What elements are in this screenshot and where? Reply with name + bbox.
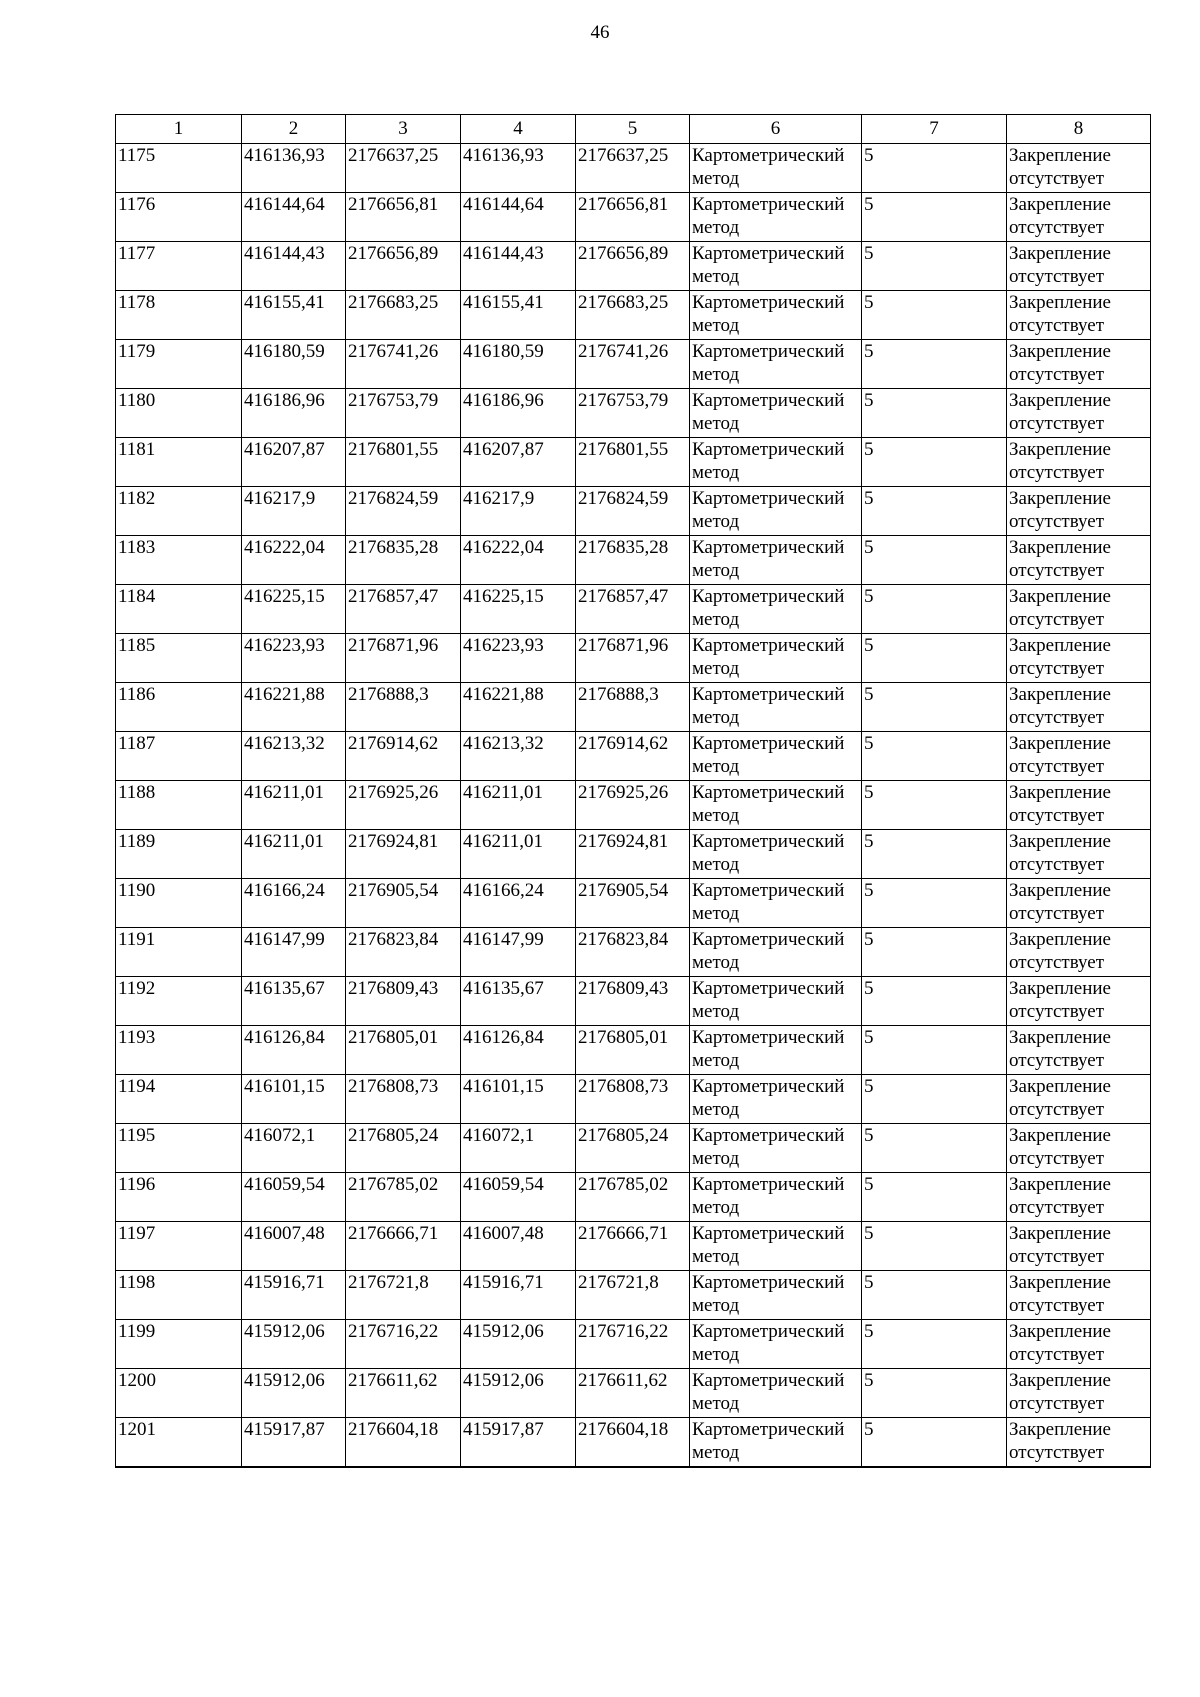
y-coord-cell: 2176637,25 bbox=[346, 144, 461, 193]
accuracy-cell: 5 bbox=[862, 487, 1007, 536]
x-coord-cell-2: 416211,01 bbox=[461, 781, 576, 830]
y-coord-cell: 2176805,24 bbox=[346, 1124, 461, 1173]
y-coord-cell: 2176604,18 bbox=[346, 1418, 461, 1468]
x-coord-cell-2: 416166,24 bbox=[461, 879, 576, 928]
coordinates-table bbox=[115, 114, 1151, 1468]
method-cell: Картометрический метод bbox=[690, 781, 862, 830]
y-coord-cell-2: 2176753,79 bbox=[576, 389, 690, 438]
x-coord-cell-2: 415916,71 bbox=[461, 1271, 576, 1320]
table-row bbox=[116, 291, 1151, 340]
x-coord-cell-2: 416135,67 bbox=[461, 977, 576, 1026]
table-row bbox=[116, 1271, 1151, 1320]
table-row bbox=[116, 1173, 1151, 1222]
y-coord-cell-2: 2176808,73 bbox=[576, 1075, 690, 1124]
x-coord-cell-2: 416213,32 bbox=[461, 732, 576, 781]
accuracy-cell: 5 bbox=[862, 1075, 1007, 1124]
y-coord-cell-2: 2176721,8 bbox=[576, 1271, 690, 1320]
x-coord-cell: 416147,99 bbox=[242, 928, 346, 977]
method-cell: Картометрический метод bbox=[690, 977, 862, 1026]
y-coord-cell: 2176656,89 bbox=[346, 242, 461, 291]
table-header-row bbox=[116, 115, 1151, 144]
point-number-cell: 1177 bbox=[116, 242, 242, 291]
method-cell: Картометрический метод bbox=[690, 683, 862, 732]
method-cell: Картометрический метод bbox=[690, 389, 862, 438]
point-number-cell: 1187 bbox=[116, 732, 242, 781]
fixing-cell: Закрепление отсутствует bbox=[1007, 830, 1151, 879]
x-coord-cell-2: 416217,9 bbox=[461, 487, 576, 536]
x-coord-cell: 416222,04 bbox=[242, 536, 346, 585]
point-number-cell: 1189 bbox=[116, 830, 242, 879]
fixing-cell: Закрепление отсутствует bbox=[1007, 928, 1151, 977]
point-number-cell: 1180 bbox=[116, 389, 242, 438]
y-coord-cell: 2176785,02 bbox=[346, 1173, 461, 1222]
accuracy-cell: 5 bbox=[862, 634, 1007, 683]
y-coord-cell: 2176905,54 bbox=[346, 879, 461, 928]
table-row bbox=[116, 928, 1151, 977]
point-number-cell: 1199 bbox=[116, 1320, 242, 1369]
x-coord-cell-2: 416222,04 bbox=[461, 536, 576, 585]
method-cell: Картометрический метод bbox=[690, 928, 862, 977]
table-row bbox=[116, 144, 1151, 193]
x-coord-cell-2: 416225,15 bbox=[461, 585, 576, 634]
table-row bbox=[116, 1418, 1151, 1468]
accuracy-cell: 5 bbox=[862, 879, 1007, 928]
y-coord-cell: 2176808,73 bbox=[346, 1075, 461, 1124]
table-row bbox=[116, 781, 1151, 830]
point-number-cell: 1179 bbox=[116, 340, 242, 389]
point-number-cell: 1196 bbox=[116, 1173, 242, 1222]
x-coord-cell: 416186,96 bbox=[242, 389, 346, 438]
x-coord-cell: 416135,67 bbox=[242, 977, 346, 1026]
accuracy-cell: 5 bbox=[862, 1173, 1007, 1222]
table-row bbox=[116, 1369, 1151, 1418]
point-number-cell: 1192 bbox=[116, 977, 242, 1026]
accuracy-cell: 5 bbox=[862, 389, 1007, 438]
x-coord-cell: 415912,06 bbox=[242, 1369, 346, 1418]
x-coord-cell: 416072,1 bbox=[242, 1124, 346, 1173]
method-cell: Картометрический метод bbox=[690, 879, 862, 928]
y-coord-cell-2: 2176809,43 bbox=[576, 977, 690, 1026]
accuracy-cell: 5 bbox=[862, 585, 1007, 634]
fixing-cell: Закрепление отсутствует bbox=[1007, 1320, 1151, 1369]
x-coord-cell: 416223,93 bbox=[242, 634, 346, 683]
table-row bbox=[116, 1026, 1151, 1075]
table-row bbox=[116, 1222, 1151, 1271]
accuracy-cell: 5 bbox=[862, 438, 1007, 487]
method-cell: Картометрический метод bbox=[690, 242, 862, 291]
x-coord-cell-2: 416126,84 bbox=[461, 1026, 576, 1075]
table-row bbox=[116, 585, 1151, 634]
point-number-cell: 1191 bbox=[116, 928, 242, 977]
x-coord-cell: 416144,64 bbox=[242, 193, 346, 242]
method-cell: Картометрический метод bbox=[690, 487, 862, 536]
table-row bbox=[116, 389, 1151, 438]
y-coord-cell-2: 2176914,62 bbox=[576, 732, 690, 781]
fixing-cell: Закрепление отсутствует bbox=[1007, 683, 1151, 732]
y-coord-cell: 2176857,47 bbox=[346, 585, 461, 634]
accuracy-cell: 5 bbox=[862, 1369, 1007, 1418]
column-header: 1 bbox=[116, 115, 242, 144]
fixing-cell: Закрепление отсутствует bbox=[1007, 1222, 1151, 1271]
accuracy-cell: 5 bbox=[862, 340, 1007, 389]
x-coord-cell-2: 416207,87 bbox=[461, 438, 576, 487]
method-cell: Картометрический метод bbox=[690, 1026, 862, 1075]
point-number-cell: 1188 bbox=[116, 781, 242, 830]
y-coord-cell: 2176835,28 bbox=[346, 536, 461, 585]
x-coord-cell: 416221,88 bbox=[242, 683, 346, 732]
y-coord-cell: 2176924,81 bbox=[346, 830, 461, 879]
table-row bbox=[116, 634, 1151, 683]
point-number-cell: 1186 bbox=[116, 683, 242, 732]
x-coord-cell-2: 416072,1 bbox=[461, 1124, 576, 1173]
y-coord-cell-2: 2176924,81 bbox=[576, 830, 690, 879]
x-coord-cell-2: 416221,88 bbox=[461, 683, 576, 732]
point-number-cell: 1190 bbox=[116, 879, 242, 928]
column-header: 4 bbox=[461, 115, 576, 144]
y-coord-cell-2: 2176824,59 bbox=[576, 487, 690, 536]
y-coord-cell: 2176666,71 bbox=[346, 1222, 461, 1271]
accuracy-cell: 5 bbox=[862, 1271, 1007, 1320]
table-row bbox=[116, 830, 1151, 879]
x-coord-cell: 416211,01 bbox=[242, 830, 346, 879]
accuracy-cell: 5 bbox=[862, 928, 1007, 977]
x-coord-cell: 416180,59 bbox=[242, 340, 346, 389]
point-number-cell: 1183 bbox=[116, 536, 242, 585]
point-number-cell: 1193 bbox=[116, 1026, 242, 1075]
y-coord-cell: 2176656,81 bbox=[346, 193, 461, 242]
y-coord-cell-2: 2176611,62 bbox=[576, 1369, 690, 1418]
y-coord-cell-2: 2176805,24 bbox=[576, 1124, 690, 1173]
method-cell: Картометрический метод bbox=[690, 634, 862, 683]
method-cell: Картометрический метод bbox=[690, 1222, 862, 1271]
fixing-cell: Закрепление отсутствует bbox=[1007, 340, 1151, 389]
table-body bbox=[116, 144, 1151, 1468]
column-header: 2 bbox=[242, 115, 346, 144]
y-coord-cell-2: 2176805,01 bbox=[576, 1026, 690, 1075]
column-header: 3 bbox=[346, 115, 461, 144]
x-coord-cell: 416101,15 bbox=[242, 1075, 346, 1124]
accuracy-cell: 5 bbox=[862, 1320, 1007, 1369]
method-cell: Картометрический метод bbox=[690, 536, 862, 585]
fixing-cell: Закрепление отсутствует bbox=[1007, 1026, 1151, 1075]
y-coord-cell: 2176741,26 bbox=[346, 340, 461, 389]
table-row bbox=[116, 732, 1151, 781]
method-cell: Картометрический метод bbox=[690, 1418, 862, 1468]
accuracy-cell: 5 bbox=[862, 1026, 1007, 1075]
accuracy-cell: 5 bbox=[862, 683, 1007, 732]
x-coord-cell: 415917,87 bbox=[242, 1418, 346, 1468]
fixing-cell: Закрепление отсутствует bbox=[1007, 1418, 1151, 1468]
y-coord-cell-2: 2176925,26 bbox=[576, 781, 690, 830]
accuracy-cell: 5 bbox=[862, 977, 1007, 1026]
column-header: 5 bbox=[576, 115, 690, 144]
x-coord-cell-2: 415917,87 bbox=[461, 1418, 576, 1468]
x-coord-cell-2: 416136,93 bbox=[461, 144, 576, 193]
y-coord-cell-2: 2176604,18 bbox=[576, 1418, 690, 1468]
method-cell: Картометрический метод bbox=[690, 1369, 862, 1418]
table-row bbox=[116, 1124, 1151, 1173]
fixing-cell: Закрепление отсутствует bbox=[1007, 389, 1151, 438]
point-number-cell: 1175 bbox=[116, 144, 242, 193]
y-coord-cell: 2176683,25 bbox=[346, 291, 461, 340]
x-coord-cell: 416217,9 bbox=[242, 487, 346, 536]
point-number-cell: 1182 bbox=[116, 487, 242, 536]
method-cell: Картометрический метод bbox=[690, 1173, 862, 1222]
y-coord-cell: 2176716,22 bbox=[346, 1320, 461, 1369]
fixing-cell: Закрепление отсутствует bbox=[1007, 1124, 1151, 1173]
table-row bbox=[116, 487, 1151, 536]
table-row bbox=[116, 879, 1151, 928]
y-coord-cell: 2176914,62 bbox=[346, 732, 461, 781]
table-row bbox=[116, 438, 1151, 487]
x-coord-cell-2: 416007,48 bbox=[461, 1222, 576, 1271]
x-coord-cell-2: 416101,15 bbox=[461, 1075, 576, 1124]
table-row bbox=[116, 193, 1151, 242]
y-coord-cell-2: 2176835,28 bbox=[576, 536, 690, 585]
fixing-cell: Закрепление отсутствует bbox=[1007, 1271, 1151, 1320]
table-row bbox=[116, 977, 1151, 1026]
method-cell: Картометрический метод bbox=[690, 144, 862, 193]
table-row bbox=[116, 340, 1151, 389]
y-coord-cell: 2176823,84 bbox=[346, 928, 461, 977]
fixing-cell: Закрепление отсутствует bbox=[1007, 977, 1151, 1026]
accuracy-cell: 5 bbox=[862, 1222, 1007, 1271]
x-coord-cell: 416126,84 bbox=[242, 1026, 346, 1075]
y-coord-cell-2: 2176857,47 bbox=[576, 585, 690, 634]
point-number-cell: 1198 bbox=[116, 1271, 242, 1320]
table-row bbox=[116, 242, 1151, 291]
y-coord-cell: 2176809,43 bbox=[346, 977, 461, 1026]
accuracy-cell: 5 bbox=[862, 830, 1007, 879]
x-coord-cell-2: 415912,06 bbox=[461, 1320, 576, 1369]
column-header: 8 bbox=[1007, 115, 1151, 144]
y-coord-cell: 2176805,01 bbox=[346, 1026, 461, 1075]
fixing-cell: Закрепление отсутствует bbox=[1007, 291, 1151, 340]
y-coord-cell: 2176888,3 bbox=[346, 683, 461, 732]
table-row bbox=[116, 1320, 1151, 1369]
point-number-cell: 1197 bbox=[116, 1222, 242, 1271]
fixing-cell: Закрепление отсутствует bbox=[1007, 781, 1151, 830]
point-number-cell: 1195 bbox=[116, 1124, 242, 1173]
column-header: 6 bbox=[690, 115, 862, 144]
method-cell: Картометрический метод bbox=[690, 1075, 862, 1124]
method-cell: Картометрический метод bbox=[690, 1271, 862, 1320]
accuracy-cell: 5 bbox=[862, 193, 1007, 242]
method-cell: Картометрический метод bbox=[690, 1124, 862, 1173]
accuracy-cell: 5 bbox=[862, 781, 1007, 830]
fixing-cell: Закрепление отсутствует bbox=[1007, 144, 1151, 193]
accuracy-cell: 5 bbox=[862, 144, 1007, 193]
fixing-cell: Закрепление отсутствует bbox=[1007, 732, 1151, 781]
accuracy-cell: 5 bbox=[862, 536, 1007, 585]
fixing-cell: Закрепление отсутствует bbox=[1007, 879, 1151, 928]
fixing-cell: Закрепление отсутствует bbox=[1007, 634, 1151, 683]
y-coord-cell: 2176801,55 bbox=[346, 438, 461, 487]
y-coord-cell: 2176871,96 bbox=[346, 634, 461, 683]
fixing-cell: Закрепление отсутствует bbox=[1007, 193, 1151, 242]
x-coord-cell: 416155,41 bbox=[242, 291, 346, 340]
method-cell: Картометрический метод bbox=[690, 830, 862, 879]
method-cell: Картометрический метод bbox=[690, 585, 862, 634]
x-coord-cell-2: 416223,93 bbox=[461, 634, 576, 683]
y-coord-cell-2: 2176801,55 bbox=[576, 438, 690, 487]
point-number-cell: 1194 bbox=[116, 1075, 242, 1124]
column-header: 7 bbox=[862, 115, 1007, 144]
accuracy-cell: 5 bbox=[862, 1124, 1007, 1173]
y-coord-cell-2: 2176716,22 bbox=[576, 1320, 690, 1369]
y-coord-cell-2: 2176683,25 bbox=[576, 291, 690, 340]
y-coord-cell-2: 2176666,71 bbox=[576, 1222, 690, 1271]
method-cell: Картометрический метод bbox=[690, 291, 862, 340]
x-coord-cell-2: 416180,59 bbox=[461, 340, 576, 389]
x-coord-cell: 415912,06 bbox=[242, 1320, 346, 1369]
y-coord-cell-2: 2176905,54 bbox=[576, 879, 690, 928]
y-coord-cell-2: 2176785,02 bbox=[576, 1173, 690, 1222]
accuracy-cell: 5 bbox=[862, 242, 1007, 291]
point-number-cell: 1201 bbox=[116, 1418, 242, 1468]
x-coord-cell-2: 415912,06 bbox=[461, 1369, 576, 1418]
x-coord-cell-2: 416147,99 bbox=[461, 928, 576, 977]
x-coord-cell: 415916,71 bbox=[242, 1271, 346, 1320]
fixing-cell: Закрепление отсутствует bbox=[1007, 1075, 1151, 1124]
x-coord-cell-2: 416144,43 bbox=[461, 242, 576, 291]
x-coord-cell: 416166,24 bbox=[242, 879, 346, 928]
y-coord-cell: 2176824,59 bbox=[346, 487, 461, 536]
x-coord-cell: 416225,15 bbox=[242, 585, 346, 634]
x-coord-cell: 416213,32 bbox=[242, 732, 346, 781]
x-coord-cell: 416059,54 bbox=[242, 1173, 346, 1222]
accuracy-cell: 5 bbox=[862, 732, 1007, 781]
y-coord-cell-2: 2176656,81 bbox=[576, 193, 690, 242]
y-coord-cell-2: 2176656,89 bbox=[576, 242, 690, 291]
y-coord-cell: 2176753,79 bbox=[346, 389, 461, 438]
point-number-cell: 1178 bbox=[116, 291, 242, 340]
y-coord-cell-2: 2176637,25 bbox=[576, 144, 690, 193]
x-coord-cell-2: 416144,64 bbox=[461, 193, 576, 242]
point-number-cell: 1200 bbox=[116, 1369, 242, 1418]
x-coord-cell-2: 416211,01 bbox=[461, 830, 576, 879]
fixing-cell: Закрепление отсутствует bbox=[1007, 1173, 1151, 1222]
x-coord-cell-2: 416186,96 bbox=[461, 389, 576, 438]
accuracy-cell: 5 bbox=[862, 1418, 1007, 1468]
y-coord-cell-2: 2176888,3 bbox=[576, 683, 690, 732]
x-coord-cell: 416144,43 bbox=[242, 242, 346, 291]
fixing-cell: Закрепление отсутствует bbox=[1007, 438, 1151, 487]
point-number-cell: 1176 bbox=[116, 193, 242, 242]
x-coord-cell: 416211,01 bbox=[242, 781, 346, 830]
table-row bbox=[116, 683, 1151, 732]
point-number-cell: 1181 bbox=[116, 438, 242, 487]
point-number-cell: 1184 bbox=[116, 585, 242, 634]
method-cell: Картометрический метод bbox=[690, 340, 862, 389]
x-coord-cell-2: 416059,54 bbox=[461, 1173, 576, 1222]
fixing-cell: Закрепление отсутствует bbox=[1007, 1369, 1151, 1418]
page-number: 46 bbox=[590, 22, 610, 43]
accuracy-cell: 5 bbox=[862, 291, 1007, 340]
method-cell: Картометрический метод bbox=[690, 1320, 862, 1369]
table-row bbox=[116, 536, 1151, 585]
x-coord-cell: 416207,87 bbox=[242, 438, 346, 487]
fixing-cell: Закрепление отсутствует bbox=[1007, 536, 1151, 585]
x-coord-cell: 416007,48 bbox=[242, 1222, 346, 1271]
method-cell: Картометрический метод bbox=[690, 732, 862, 781]
x-coord-cell: 416136,93 bbox=[242, 144, 346, 193]
method-cell: Картометрический метод bbox=[690, 438, 862, 487]
y-coord-cell: 2176611,62 bbox=[346, 1369, 461, 1418]
y-coord-cell-2: 2176823,84 bbox=[576, 928, 690, 977]
method-cell: Картометрический метод bbox=[690, 193, 862, 242]
y-coord-cell: 2176925,26 bbox=[346, 781, 461, 830]
y-coord-cell-2: 2176741,26 bbox=[576, 340, 690, 389]
x-coord-cell-2: 416155,41 bbox=[461, 291, 576, 340]
table-row bbox=[116, 1075, 1151, 1124]
fixing-cell: Закрепление отсутствует bbox=[1007, 242, 1151, 291]
fixing-cell: Закрепление отсутствует bbox=[1007, 585, 1151, 634]
y-coord-cell-2: 2176871,96 bbox=[576, 634, 690, 683]
point-number-cell: 1185 bbox=[116, 634, 242, 683]
fixing-cell: Закрепление отсутствует bbox=[1007, 487, 1151, 536]
y-coord-cell: 2176721,8 bbox=[346, 1271, 461, 1320]
